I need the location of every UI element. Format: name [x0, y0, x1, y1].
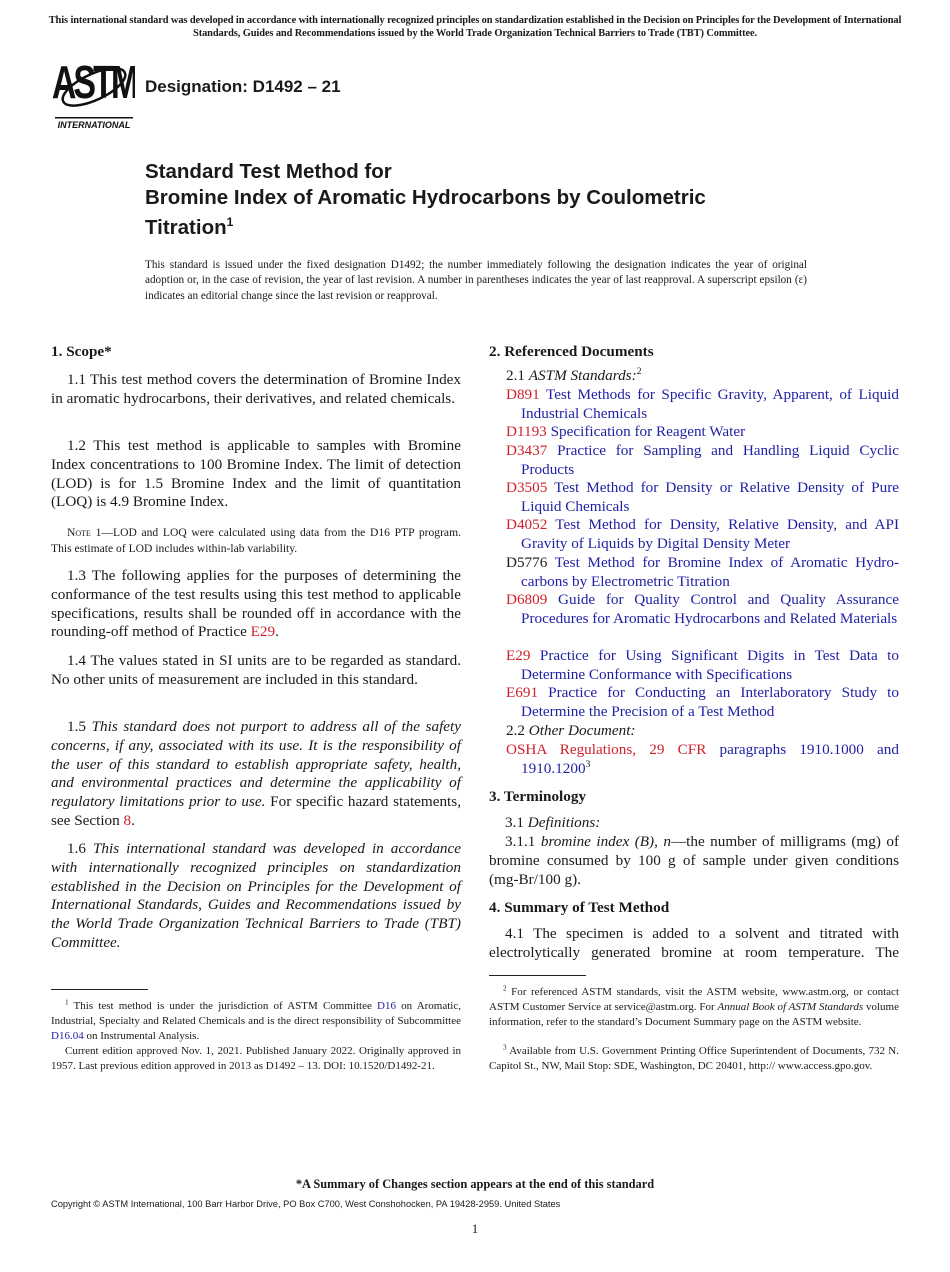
- para-1-5: [51, 718, 461, 831]
- link[interactable]: D891: [506, 386, 540, 403]
- reference-D6809[interactable]: [506, 591, 899, 629]
- footnote-divider-right: [489, 975, 586, 976]
- text-segment: on Instrumental Analysis.: [83, 1030, 200, 1042]
- link[interactable]: Practice for Using Significant Digits in Test Data to Determine Conformance with Specifications: [521, 647, 899, 683]
- definitions-label: [489, 814, 899, 833]
- reference-E29[interactable]: [506, 647, 899, 685]
- para-1-2: [51, 437, 461, 512]
- text-segment: For referenced ASTM standards, visit the ASTM website, www.astm.org, or contact ASTM Customer Service at service@astm.org. For: [489, 986, 899, 1013]
- title-line-3: [145, 210, 706, 240]
- text-segment: D5776: [506, 554, 548, 571]
- text-segment: For specific hazard statements, see Section: [51, 793, 461, 829]
- text-segment: Available from U.S. Government Printing Office Superintendent of Documents, 732 N. Capitol St., NW, Mail Stop: SDE, Washington, DC 20401, http:// www.access.gpo.gov.: [489, 1045, 899, 1072]
- link[interactable]: Test Method for Density or Relative Density of Pure Liquid Chemicals: [521, 479, 899, 515]
- link[interactable]: D6809: [506, 591, 548, 608]
- reference-D891[interactable]: [506, 386, 899, 424]
- text-segment: 1.4 The values stated in SI units are to be regarded as standard. No other units of measurement are included in this standard.: [51, 652, 461, 688]
- reference-OSHA[interactable]: [506, 741, 899, 779]
- text-segment: on Aromatic, Industrial, Specialty and Related Chemicals and is the direct responsibility of Subcommittee: [51, 1000, 461, 1027]
- text-segment: This international standard was developed in accordance with internationally recognized principles on standardization established in the Decision on Principles for the Development of International Standards, Guides and Recommendations issued by the World Trade Organization Technical Barriers to Trade (TBT) Committee.: [51, 840, 462, 951]
- link[interactable]: D1193: [506, 423, 547, 440]
- text-segment: 4.1 The specimen is added to a solvent and titrated with electrolytically generated bromine at room temperature. The: [489, 925, 899, 961]
- text-segment: 1.5: [67, 718, 92, 735]
- text-segment: .: [131, 811, 135, 829]
- document-title: [145, 159, 706, 240]
- intro-paragraph: This standard is issued under the fixed designation D1492; the number immediately following the designation indicates the year of original adoption or, in the case of revision, the year of last revision. A number in parentheses indicates the year of last reapproval. A superscript epsilon (ε) indicates an editorial change since the last revision or reapproval.: [145, 259, 807, 302]
- title-footnote-mark: 1: [226, 215, 234, 229]
- bromine-index-definition: [489, 833, 899, 889]
- designation: Designation: D1492 – 21: [145, 77, 341, 96]
- link[interactable]: E29: [506, 647, 531, 664]
- reference-D4052[interactable]: [506, 516, 899, 554]
- referenced-documents-heading: 2. Referenced Documents: [489, 343, 654, 360]
- link[interactable]: paragraphs 1910.1000 and 1910.1200: [521, 741, 899, 777]
- reference-D3505[interactable]: [506, 479, 899, 517]
- footnote-1-edition: [51, 1044, 461, 1074]
- para-1-1: [51, 371, 461, 409]
- svg-text:INTERNATIONAL: INTERNATIONAL: [57, 120, 131, 130]
- link[interactable]: E691: [506, 684, 539, 701]
- footnote-2: [489, 985, 899, 1030]
- reference-E691[interactable]: [506, 684, 899, 722]
- astm-logo: [53, 56, 135, 132]
- link[interactable]: Practice for Sampling and Handling Liquid Cyclic Products: [521, 442, 899, 478]
- note-1: [51, 525, 461, 556]
- link[interactable]: 8: [123, 811, 132, 829]
- link[interactable]: D3437: [506, 442, 548, 459]
- text-segment: 2.1: [506, 367, 529, 384]
- link[interactable]: Specification for Reagent Water: [546, 423, 746, 440]
- text-segment: —the number of milligrams (mg) of bromine consumed by 100 g of sample under given conditions (mg-Br/100 g).: [489, 833, 900, 888]
- text-segment: 1.2 This test method is applicable to samples with Bromine Index concentrations to 100 Bromine Index. The limit of detection (LOD) is for 1.5 Bromine Index and the limit of quantitation (LOQ) is 4.9 Bromine Index.: [51, 437, 461, 511]
- text-segment: This test method is under the jurisdiction of ASTM Committee: [68, 1000, 378, 1012]
- reference-D1193[interactable]: [506, 423, 899, 442]
- footnote-mark: 3: [585, 758, 591, 770]
- link[interactable]: D16.04: [51, 1030, 84, 1042]
- footnote-3: [489, 1044, 899, 1074]
- footnote-mark: 1: [65, 998, 69, 1007]
- text-segment: 1.1 This test method covers the determination of Bromine Index in aromatic hydrocarbons, their derivatives, and related chemicals.: [51, 371, 461, 407]
- link[interactable]: E29: [250, 623, 276, 641]
- para-1-4: [51, 652, 461, 690]
- link[interactable]: Practice for Conducting an Interlaboratory Study to Determine the Precision of a Test Method: [521, 684, 899, 720]
- text-segment: Other Document:: [528, 722, 636, 739]
- header-notice: This international standard was developed in accordance with internationally recognized principles on standardization established in the Decision on Principles for the Development of International Standards, Guides and Recommendations issued by the World Trade Organization Technical Barriers to Trade (TBT) Committee.: [48, 15, 902, 39]
- reference-D5776[interactable]: [506, 554, 899, 592]
- link[interactable]: Test Methods for Specific Gravity, Apparent, of Liquid Industrial Chemicals: [521, 386, 899, 422]
- other-document-label: [506, 722, 636, 741]
- reference-D3437[interactable]: [506, 442, 899, 480]
- scope-heading: 1. Scope*: [51, 343, 112, 360]
- text-segment: Current edition approved Nov. 1, 2021. Published January 2022. Originally approved in 1957. Last previous edition approved in 2013 as D1492 – 13. DOI: 10.1520/D1492-21.: [51, 1045, 461, 1072]
- text-segment: 1—LOD and LOQ were calculated using data from the D16 PTP program. This estimate of LOD includes within-lab variability.: [51, 526, 461, 555]
- title-line-1: Standard Test Method for: [145, 160, 392, 183]
- astm-logo-icon: [53, 56, 135, 132]
- svg-text:ASTM: ASTM: [53, 56, 135, 109]
- para-1-3: [51, 567, 461, 642]
- footnote-mark: 3: [503, 1043, 507, 1052]
- text-segment: 3.1.1: [505, 833, 541, 850]
- footnote-1: [51, 999, 461, 1044]
- footnote-divider-left: [51, 989, 148, 990]
- text-segment: .: [275, 623, 279, 641]
- link[interactable]: Guide for Quality Control and Quality Assurance Procedures for Aromatic Hydrocarbons and Related Materials: [521, 591, 899, 627]
- text-segment: 2.2: [506, 722, 529, 739]
- link[interactable]: Test Method for Bromine Index of Aromatic Hydrocarbons by Electrometric Titration: [521, 554, 899, 590]
- text-segment: Note: [67, 526, 91, 539]
- para-4-1: [489, 925, 899, 963]
- footnote-mark: 2: [503, 984, 507, 993]
- text-segment: Definitions:: [527, 814, 601, 831]
- summary-of-changes-note: *A Summary of Changes section appears at the end of this standard: [295, 1177, 655, 1191]
- link[interactable]: Test Method for Density, Relative Density, and API Gravity of Liquids by Digital Density Meter: [521, 516, 899, 552]
- page-number: 1: [471, 1221, 479, 1236]
- para-1-6: [51, 840, 461, 953]
- link[interactable]: D3505: [506, 479, 548, 496]
- text-segment: This standard does not purport to address all of the safety concerns, if any, associated with its use. It is the responsibility of the user of this standard to establish appropriate safety, health, and environmental practices and determine the applicability of regulatory limitations prior to use.: [51, 718, 462, 811]
- link[interactable]: D4052: [506, 516, 548, 533]
- title-line-2: Bromine Index of Aromatic Hydrocarbons by Coulometric: [145, 185, 706, 209]
- terminology-heading: 3. Terminology: [489, 788, 587, 805]
- link[interactable]: OSHA Regulations, 29 CFR: [506, 741, 707, 758]
- link[interactable]: D16: [377, 1000, 396, 1012]
- text-segment: volume information, refer to the standard’s Document Summary page on the ASTM website.: [489, 1001, 899, 1028]
- title-line-3-text: Titration: [145, 215, 227, 239]
- text-segment: Annual Book of ASTM Standards: [717, 1001, 864, 1013]
- text-segment: 1.6: [67, 840, 93, 857]
- text-segment: bromine index (B), n: [540, 833, 671, 850]
- copyright: Copyright © ASTM International, 100 Barr Harbor Drive, PO Box C700, West Conshohocken, PA 19428-2959. United States: [51, 1199, 561, 1209]
- text-segment: 3.1: [505, 814, 528, 831]
- footnote-mark: 2: [636, 365, 642, 377]
- summary-heading: 4. Summary of Test Method: [489, 899, 670, 916]
- text-segment: 1.3 The following applies for the purposes of determining the conformance of the test results using this test method to applicable specifications, results shall be rounded off in accordance with the rounding-off method of Practice: [51, 567, 461, 641]
- text-segment: ASTM Standards:: [528, 367, 637, 384]
- astm-standards-label: [506, 367, 642, 386]
